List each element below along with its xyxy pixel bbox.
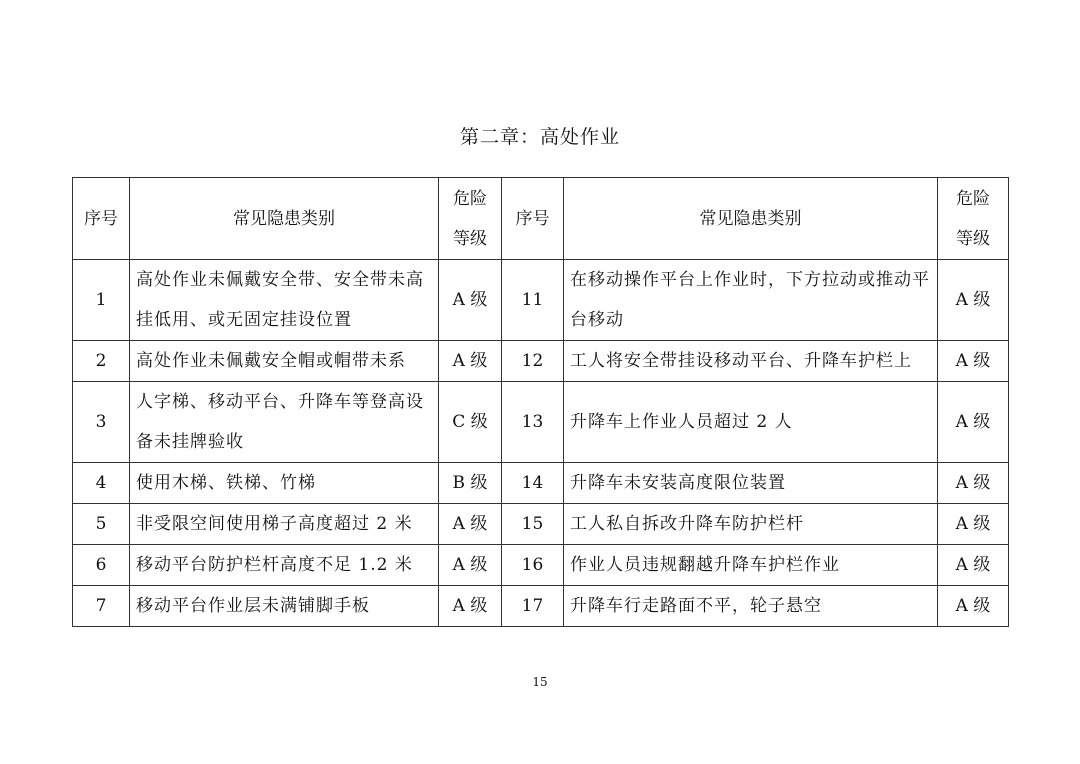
hazard-level: A 级 <box>938 382 1009 463</box>
row-number: 6 <box>73 545 130 586</box>
row-number: 14 <box>502 463 564 504</box>
table-row <box>73 504 1009 545</box>
hazard-level: A 级 <box>938 463 1009 504</box>
row-number: 7 <box>73 586 130 627</box>
hazard-description: 工人私自拆改升降车防护栏杆 <box>564 504 938 545</box>
hazard-description: 作业人员违规翻越升降车护栏作业 <box>564 545 938 586</box>
hazard-description: 移动平台作业层未满铺脚手板 <box>130 586 439 627</box>
hazard-level: A 级 <box>439 545 502 586</box>
row-number: 4 <box>73 463 130 504</box>
hazard-level: A 级 <box>439 260 502 341</box>
header-level-line2: 等级 <box>956 228 990 249</box>
row-number: 5 <box>73 504 130 545</box>
table-row <box>73 341 1009 382</box>
hazard-level: A 级 <box>938 504 1009 545</box>
hazard-description: 高处作业未佩戴安全帽或帽带未系 <box>130 341 439 382</box>
hazard-description: 移动平台防护栏杆高度不足 1.2 米 <box>130 545 439 586</box>
header-seq-right: 序号 <box>502 178 564 260</box>
row-number: 17 <box>502 586 564 627</box>
row-number: 2 <box>73 341 130 382</box>
hazard-level: A 级 <box>439 586 502 627</box>
hazard-table <box>72 177 1009 627</box>
row-number: 16 <box>502 545 564 586</box>
row-number: 13 <box>502 382 564 463</box>
hazard-description: 升降车未安装高度限位装置 <box>564 463 938 504</box>
row-number: 11 <box>502 260 564 341</box>
header-category-right: 常见隐患类别 <box>564 178 938 260</box>
chapter-title: 第二章：高处作业 <box>459 126 620 148</box>
header-level-left <box>439 178 502 260</box>
header-level-line1: 危险 <box>453 188 487 209</box>
hazard-description: 在移动操作平台上作业时，下方拉动或推动平台移动 <box>564 260 938 341</box>
hazard-description: 使用木梯、铁梯、竹梯 <box>130 463 439 504</box>
hazard-level: A 级 <box>938 260 1009 341</box>
hazard-description: 人字梯、移动平台、升降车等登高设备未挂牌验收 <box>130 382 439 463</box>
row-number: 15 <box>502 504 564 545</box>
hazard-description: 高处作业未佩戴安全带、安全带未高挂低用、或无固定挂设位置 <box>130 260 439 341</box>
hazard-level: B 级 <box>439 463 502 504</box>
table-row <box>73 382 1009 463</box>
page-number: 15 <box>532 675 548 689</box>
hazard-description: 升降车上作业人员超过 2 人 <box>564 382 938 463</box>
hazard-level: A 级 <box>439 341 502 382</box>
table-header-row <box>73 178 1009 260</box>
table-row <box>73 586 1009 627</box>
hazard-level: A 级 <box>938 341 1009 382</box>
row-number: 1 <box>73 260 130 341</box>
header-category-left: 常见隐患类别 <box>130 178 439 260</box>
hazard-level: A 级 <box>439 504 502 545</box>
hazard-description: 工人将安全带挂设移动平台、升降车护栏上 <box>564 341 938 382</box>
header-level-right <box>938 178 1009 260</box>
hazard-level: C 级 <box>439 382 502 463</box>
table-row <box>73 545 1009 586</box>
hazard-description: 升降车行走路面不平，轮子悬空 <box>564 586 938 627</box>
header-level-line2: 等级 <box>453 228 487 249</box>
header-seq-left: 序号 <box>73 178 130 260</box>
hazard-description: 非受限空间使用梯子高度超过 2 米 <box>130 504 439 545</box>
header-level-line1: 危险 <box>956 188 990 209</box>
hazard-level: A 级 <box>938 586 1009 627</box>
hazard-level: A 级 <box>938 545 1009 586</box>
row-number: 3 <box>73 382 130 463</box>
row-number: 12 <box>502 341 564 382</box>
table-row <box>73 463 1009 504</box>
table-row <box>73 260 1009 341</box>
